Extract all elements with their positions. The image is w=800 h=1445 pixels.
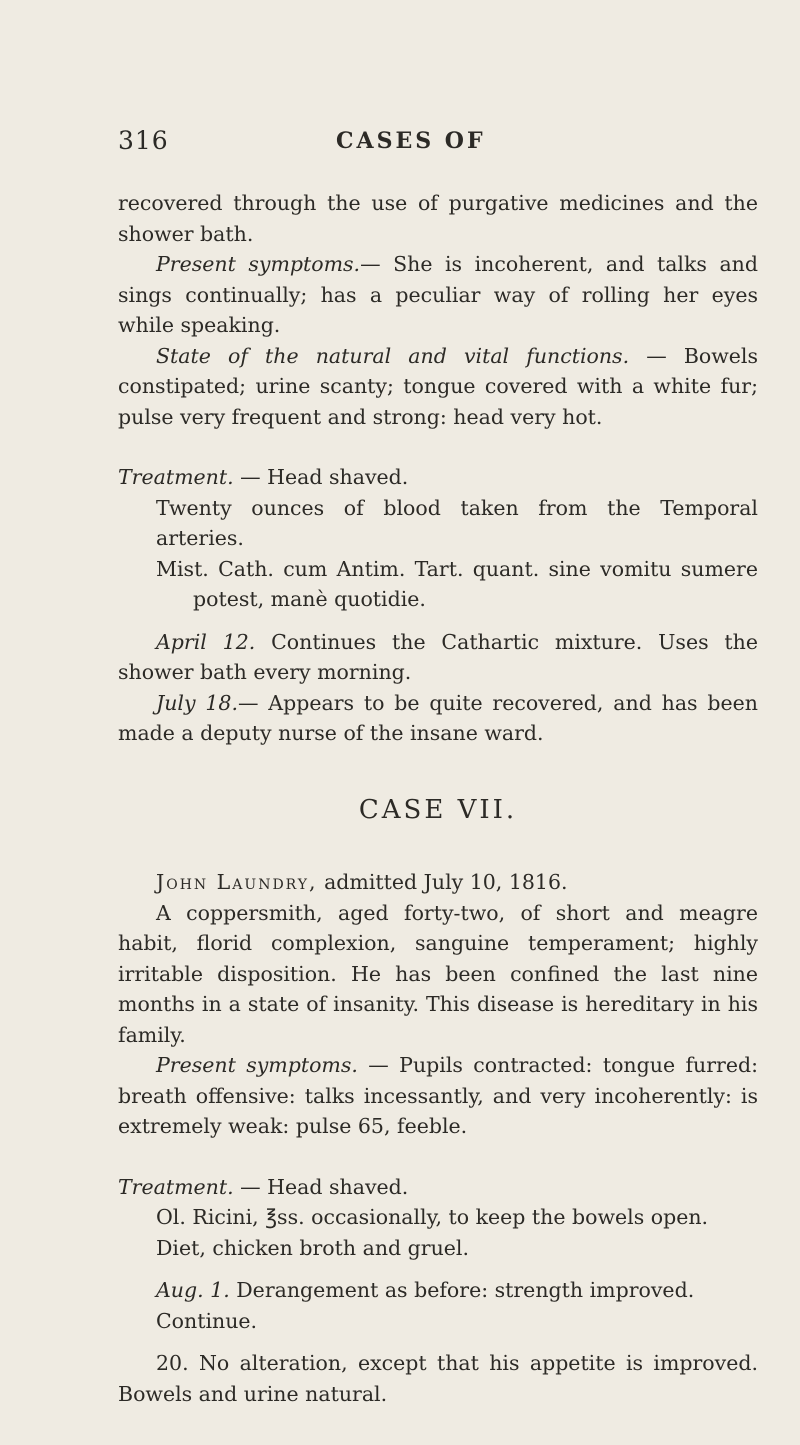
case-title: CASE VII.	[358, 794, 518, 825]
patient-intro	[118, 867, 758, 898]
date-label: April 12.	[156, 629, 256, 654]
paragraph-vital-functions	[118, 341, 758, 433]
treatment-line: Continue.	[156, 1308, 258, 1333]
paragraph-july	[118, 688, 758, 749]
patient-name: John Laundry,	[156, 870, 318, 894]
section-label: Present symptoms.	[156, 1053, 358, 1077]
paragraph-text: — Head shaved.	[233, 1174, 409, 1199]
section-label: Treatment.	[118, 465, 234, 489]
date-label: July 18.	[156, 690, 238, 715]
treatment-line: Diet, chicken broth and gruel.	[156, 1235, 470, 1260]
paragraph-april	[118, 627, 758, 688]
paragraph-continuation: recovered through the use of purgative medicines and the shower bath.	[118, 191, 758, 246]
page-body	[118, 188, 758, 1409]
section-label: Present symptoms.	[156, 252, 361, 276]
paragraph-text: Continues the Cathartic mixture. Uses the shower bath every morning.	[118, 629, 758, 684]
paragraph-text: — She is incoherent, and talks and sings continually; has a peculiar way of rolling her eyes while speaking.	[118, 252, 758, 337]
running-head: CASES OF	[336, 128, 486, 154]
paragraph-august	[118, 1275, 758, 1306]
paragraph-present-symptoms	[118, 249, 758, 341]
treatment-heading-2	[118, 1172, 758, 1203]
paragraph-present-symptoms-2	[118, 1050, 758, 1142]
treatment-line: Ol. Ricini, ℥ss. occasionally, to keep the bowels open.	[156, 1205, 709, 1229]
paragraph-text: Derangement as before: strength improved.	[229, 1278, 695, 1302]
date-label: Aug. 1.	[156, 1278, 230, 1302]
paragraph-text: admitted July 10, 1816.	[317, 870, 568, 894]
section-label: Treatment.	[118, 1174, 234, 1199]
paragraph-text: — Pupils contracted: tongue furred: breath offensive: talks incessantly, and very incoherently: is extremely weak: pulse 65, feeble.	[118, 1053, 758, 1138]
section-label: State of the natural and vital functions.	[156, 343, 630, 368]
treatment-heading	[118, 462, 758, 493]
paragraph-day-20: 20. No alteration, except that his appetite is improved. Bowels and urine natural.	[118, 1351, 758, 1406]
page-header	[118, 126, 738, 156]
treatment-line: Mist. Cath. cum Antim. Tart. quant. sine vomitu sumere potest, manè quotidie.	[156, 556, 758, 611]
paragraph-text: — Head shaved.	[233, 465, 409, 489]
paragraph-description: A coppersmith, aged forty-two, of short and meagre habit, florid complexion, sanguine temperament; highly irritable disposition. He has been confined the last nine months in a state of insanity. This disease is hereditary in his family.	[118, 900, 758, 1047]
paragraph-text: — Bowels constipated; urine scanty; tongue covered with a white fur; pulse very frequent and strong: head very hot.	[118, 343, 758, 429]
paragraph-text: — Appears to be quite recovered, and has been made a deputy nurse of the insane ward.	[118, 690, 758, 745]
page-number: 316	[118, 126, 169, 155]
treatment-line: Twenty ounces of blood taken from the Temporal arteries.	[156, 495, 758, 550]
